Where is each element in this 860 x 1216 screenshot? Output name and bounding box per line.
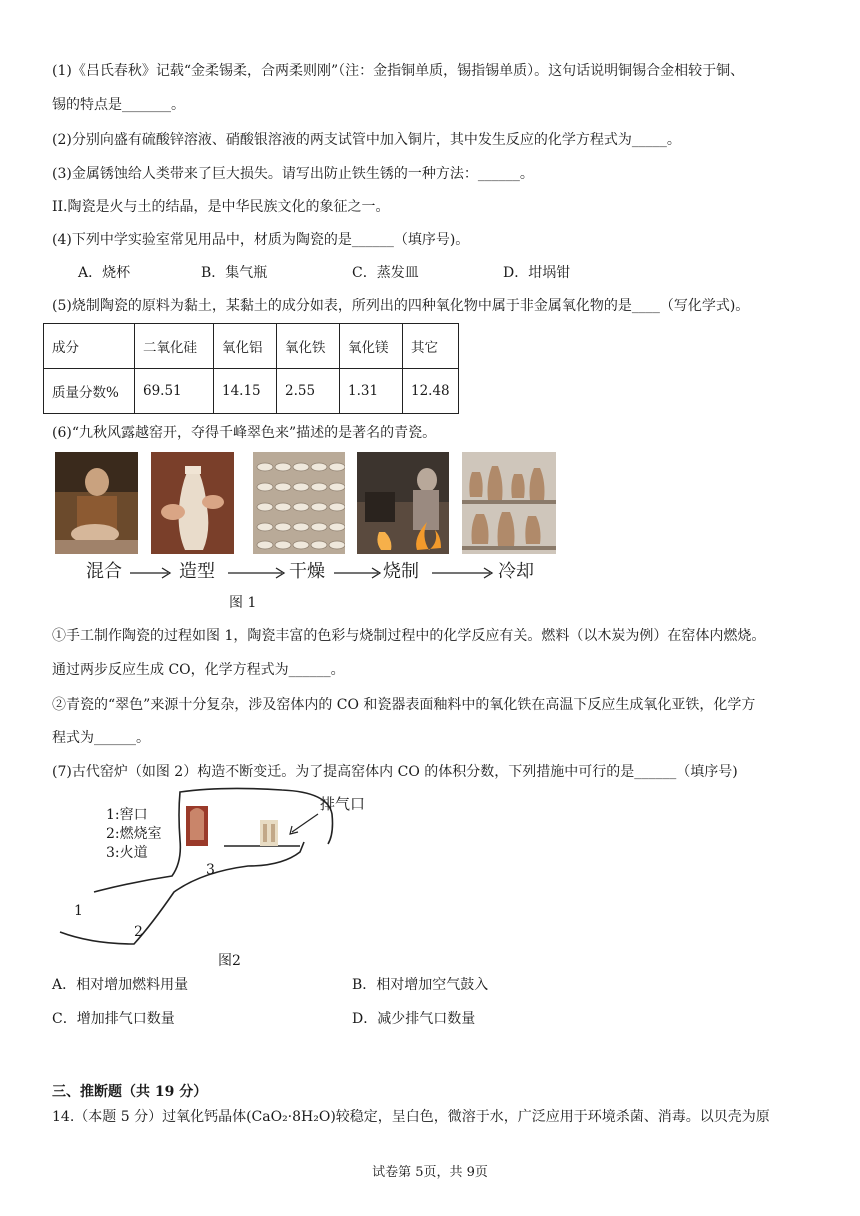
q4-text: (4)下列中学实验室常见用品中，材质为陶瓷的是______（填序号)。	[52, 232, 470, 248]
q7-option-c: C．增加排气口数量	[52, 1011, 175, 1027]
firing-photo	[357, 452, 449, 554]
kiln-number: 3	[206, 862, 215, 878]
figure1-process-flow	[78, 560, 558, 586]
q1-text-line2: 锡的特点是_______。	[52, 97, 185, 113]
q1-text-line1: (1)《吕氏春秋》记载“金柔锡柔，合两柔则刚”（注：金指铜单质，锡指锡单质）。这句话说明铜锡合金相较于铜、	[52, 63, 745, 79]
arrow-right-icon	[332, 563, 384, 583]
q6-1-text-line1: ①手工制作陶瓷的过程如图 1，陶瓷丰富的色彩与烧制过程中的化学反应有关。燃料（以木炭为例）在窑体内燃烧。	[52, 628, 766, 644]
kiln-number: 2	[134, 924, 143, 940]
table-header-cell: 其它	[403, 324, 459, 369]
arrow-right-icon	[430, 563, 496, 583]
kiln-legend-item: 3:火道	[106, 845, 148, 861]
q5-text: (5)烧制陶瓷的原料为黏土，某黏土的成分如表，所列出的四种氧化物中属于非金属氧化物的是____（写化学式)。	[52, 298, 750, 314]
step-label: 混合	[86, 561, 122, 582]
q14-text: 14.（本题 5 分）过氧化钙晶体(CaO₂·8H₂O)较稳定，呈白色，微溶于水，广泛应用于环境杀菌、消毒。以贝壳为原	[52, 1109, 770, 1125]
table-header-cell: 二氧化硅	[135, 324, 214, 369]
kiln-number: 1	[74, 903, 83, 919]
table-header-cell: 氧化铁	[277, 324, 340, 369]
table-cell: 12.48	[403, 369, 459, 414]
step-label: 烧制	[383, 561, 419, 582]
q6-2-text-line2: 程式为______。	[52, 730, 150, 746]
vent-label: 排气口	[320, 795, 366, 813]
q6-text: (6)“九秋风露越窑开，夺得千峰翠色来”描述的是著名的青瓷。	[52, 425, 437, 441]
section-ii-heading: II.陶瓷是火与土的结晶，是中华民族文化的象征之一。	[52, 199, 390, 215]
arrow-right-icon	[128, 563, 174, 583]
table-cell: 1.31	[340, 369, 403, 414]
cooling-photo	[462, 452, 556, 554]
table-cell: 2.55	[277, 369, 340, 414]
q3-text: (3)金属锈蚀给人类带来了巨大损失。请写出防止铁生锈的一种方法：______。	[52, 166, 534, 182]
shaping-photo	[151, 452, 234, 554]
q7-option-d: D．减少排气口数量	[352, 1011, 476, 1027]
step-label: 冷却	[498, 561, 534, 582]
q4-option-d: D．坩埚钳	[503, 265, 571, 281]
mixing-photo	[55, 452, 138, 554]
step-label: 干燥	[289, 561, 325, 582]
kiln-legend-item: 1:窖口	[106, 807, 148, 823]
q4-option-b: B．集气瓶	[201, 265, 268, 281]
section3-heading: 三、推断题（共 19 分）	[52, 1084, 208, 1100]
drying-photo	[253, 452, 345, 554]
page-footer: 试卷第 5页，共 9页	[372, 1165, 488, 1180]
q4-option-c: C．蒸发皿	[352, 265, 419, 281]
figure2-caption: 图2	[218, 953, 241, 969]
table-header-row	[44, 324, 459, 369]
figure1-caption: 图 1	[229, 595, 257, 611]
q7-text: (7)古代窑炉（如图 2）构造不断变迁。为了提高窑体内 CO 的体积分数，下列措施中可行的是______（填序号)	[52, 764, 738, 780]
step-label: 造型	[179, 561, 215, 582]
clay-composition-table	[43, 323, 459, 414]
arrow-right-icon	[226, 563, 288, 583]
table-cell: 质量分数%	[44, 369, 135, 414]
table-header-cell: 成分	[44, 324, 135, 369]
table-row	[44, 369, 459, 414]
q7-option-a: A．相对增加燃料用量	[52, 977, 189, 993]
table-header-cell: 氧化镁	[340, 324, 403, 369]
table-header-cell: 氧化铝	[214, 324, 277, 369]
q6-1-text-line2: 通过两步反应生成 CO，化学方程式为______。	[52, 662, 345, 678]
q4-option-a: A．烧杯	[78, 265, 131, 281]
q2-text: (2)分别向盛有硫酸锌溶液、硝酸银溶液的两支试管中加入铜片，其中发生反应的化学方程式为_____。	[52, 132, 681, 148]
table-cell: 69.51	[135, 369, 214, 414]
kiln-legend-item: 2:燃烧室	[106, 826, 162, 842]
table-cell: 14.15	[214, 369, 277, 414]
q6-2-text-line1: ②青瓷的“翠色”来源十分复杂，涉及窑体内的 CO 和瓷器表面釉料中的氧化铁在高温下反应生成氧化亚铁，化学方	[52, 697, 756, 713]
q7-option-b: B．相对增加空气鼓入	[352, 977, 489, 993]
